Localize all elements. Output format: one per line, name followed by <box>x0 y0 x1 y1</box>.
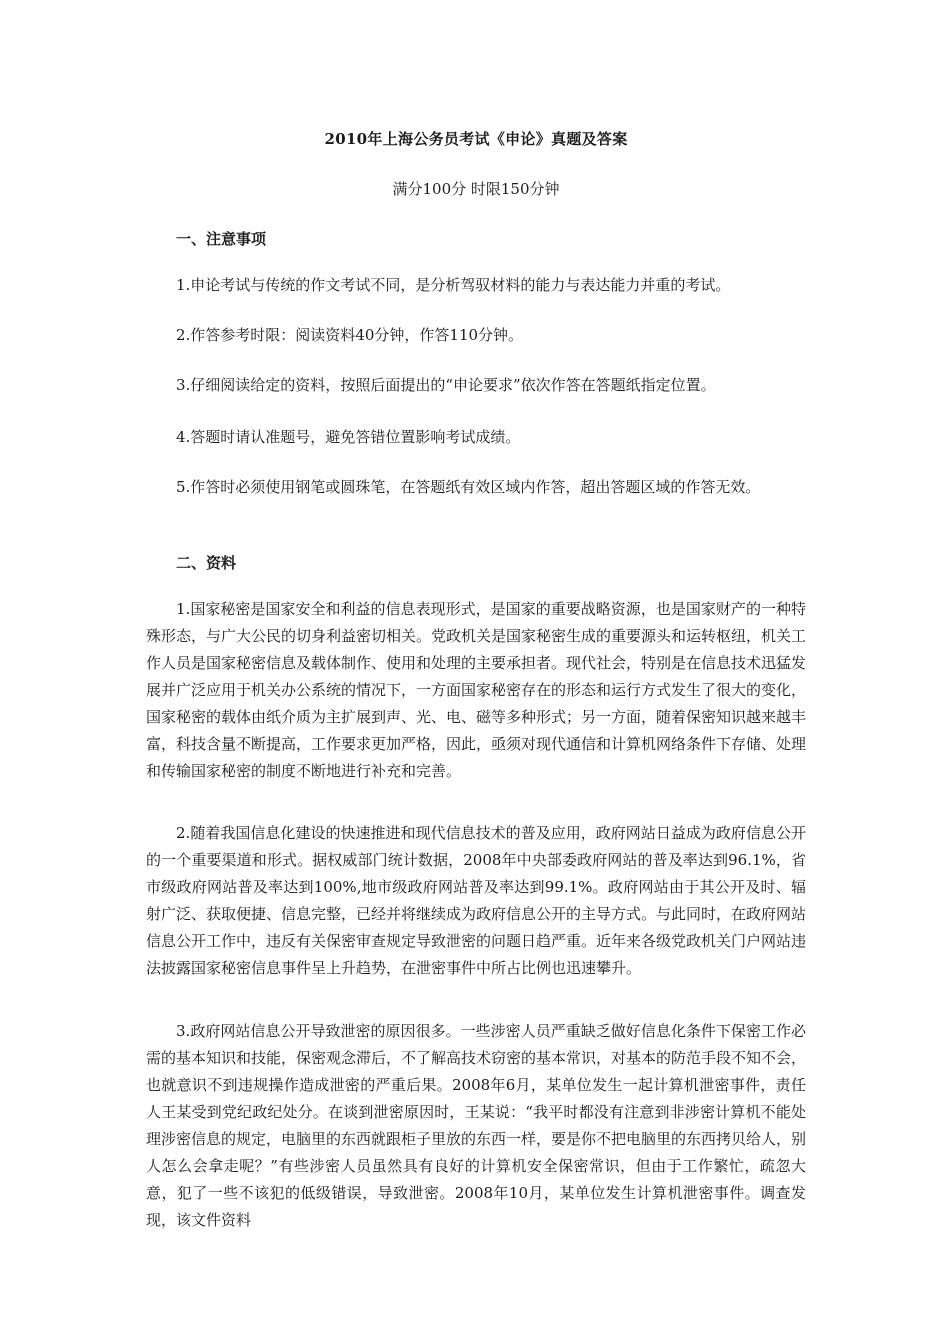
section-heading-materials: 二、资料 <box>176 554 237 572</box>
notice-item: 1.申论考试与传统的作文考试不同，是分析驾驭材料的能力与表达能力并重的考试。 <box>176 276 731 294</box>
section-heading-notes: 一、注意事项 <box>176 230 267 248</box>
material-paragraph: 3.政府网站信息公开导致泄密的原因很多。一些涉密人员严重缺乏做好信息化条件下保密工作必需的基本知识和技能，保密观念滞后，不了解高技术窃密的基本常识，对基本的防范手段不知不会，也就意识不到违规操作造成泄密的严重后果。2008年6月，某单位发生一起计算机泄密事件，责任人王某受到党纪政纪处分。在谈到泄密原因时，王某说：“我平时都没有注意到非涉密计算机不能处理涉密信息的规定，电脑里的东西就跟柜子里放的东西一样，要是你不把电脑里的东西拷贝给人，别人怎么会拿走呢？”有些涉密人员虽然具有良好的计算机安全保密常识，但由于工作繁忙，疏忽大意，犯了一些不该犯的低级错误，导致泄密。2008年10月，某单位发生计算机泄密事件。调查发现，该文件资料 <box>146 1022 807 1229</box>
notice-item: 3.仔细阅读给定的资料，按照后面提出的“申论要求”依次作答在答题纸指定位置。 <box>176 376 716 394</box>
document-subtitle: 满分100分 时限150分钟 <box>392 180 560 198</box>
document-title: 2010年上海公务员考试《申论》真题及答案 <box>324 130 628 148</box>
notice-item: 2.作答参考时限：阅读资料40分钟，作答110分钟。 <box>176 326 524 344</box>
material-paragraph: 1.国家秘密是国家安全和利益的信息表现形式，是国家的重要战略资源，也是国家财产的一种特殊形态，与广大公民的切身利益密切相关。党政机关是国家秘密生成的重要源头和运转枢纽，机关工作人员是国家秘密信息及载体制作、使用和处理的主要承担者。现代社会，特别是在信息技术迅猛发展并广泛应用于机关办公系统的情况下，一方面国家秘密存在的形态和运行方式发生了很大的变化，国家秘密的载体由纸介质为主扩展到声、光、电、磁等多种形式；另一方面，随着保密知识越来越丰富，科技含量不断提高，工作要求更加严格，因此，亟须对现代通信和计算机网络条件下存储、处理和传输国家秘密的制度不断地进行补充和完善。 <box>146 600 807 780</box>
notice-item: 5.作答时必须使用钢笔或圆珠笔，在答题纸有效区域内作答，超出答题区域的作答无效。 <box>176 478 761 496</box>
material-paragraph: 2.随着我国信息化建设的快速推进和现代信息技术的普及应用，政府网站日益成为政府信息公开的一个重要渠道和形式。据权威部门统计数据，2008年中央部委政府网站的普及率达到96.1%，省市级政府网站普及率达到100%,地市级政府网站普及率达到99.1%。政府网站由于其公开及时、辐射广泛、获取便捷、信息完整，已经并将继续成为政府信息公开的主导方式。与此同时，在政府网站信息公开工作中，违反有关保密审查规定导致泄密的问题日趋严重。近年来各级党政机关门户网站违法披露国家秘密信息事件呈上升趋势，在泄密事件中所占比例也迅速攀升。 <box>146 824 807 977</box>
notice-item: 4.答题时请认准题号，避免答错位置影响考试成绩。 <box>176 428 521 446</box>
